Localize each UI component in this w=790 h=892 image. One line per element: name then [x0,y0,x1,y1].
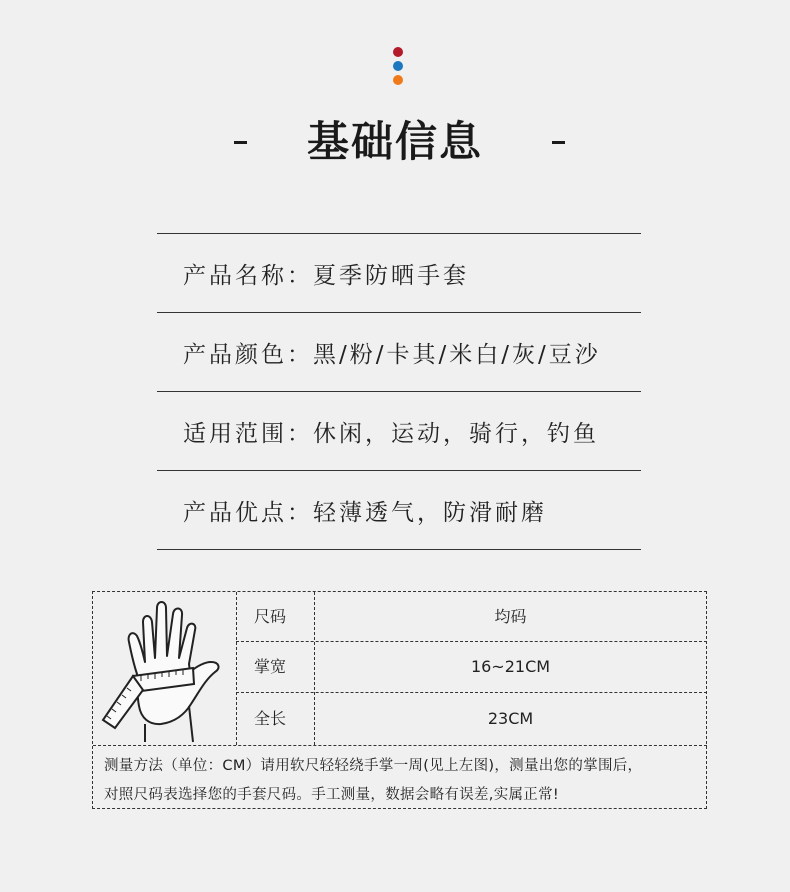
info-separator: ： [287,262,313,289]
info-value: 休闲，运动，骑行，钓鱼 [313,420,599,447]
product-info-list [157,233,641,550]
size-value: 均码 [494,607,527,626]
info-row-name [157,233,641,312]
info-value: 黑/粉/卡其/米白/灰/豆沙 [313,341,601,368]
info-separator: ： [287,420,313,447]
dot-red [393,47,403,57]
dot-blue [393,61,403,71]
hand-measuring-tape-icon [93,592,236,745]
info-label: 产品优点 [183,499,287,526]
full-length-label: 全长 [254,709,287,728]
dot-orange [393,75,403,85]
info-label: 适用范围 [183,420,287,447]
decorative-dots [393,47,404,89]
palm-width-value: 16~21CM [470,657,551,676]
info-separator: ： [287,499,313,526]
title-dash-right [552,141,565,144]
info-separator: ： [287,341,313,368]
full-length-value: 23CM [487,709,534,728]
size-label: 尺码 [254,607,287,626]
info-row-usage [157,391,641,470]
info-value: 夏季防晒手套 [313,262,469,289]
info-row-advantages [157,470,641,550]
measurement-note-line2: 对照尺码表选择您的手套尺码。手工测量，数据会略有误差,实属正常! [104,787,560,803]
section-header [0,112,790,172]
page-title: 基础信息 [306,117,483,166]
info-row-color [157,312,641,391]
table-divider [93,745,707,746]
info-label: 产品名称 [183,262,287,289]
info-value: 轻薄透气，防滑耐磨 [313,499,547,526]
info-label: 产品颜色 [183,341,287,368]
size-table [92,591,707,809]
measurement-note-line1: 测量方法（单位：CM）请用软尺轻轻绕手掌一周(见上左图)，测量出您的掌围后， [104,758,643,774]
palm-width-label: 掌宽 [254,657,287,676]
